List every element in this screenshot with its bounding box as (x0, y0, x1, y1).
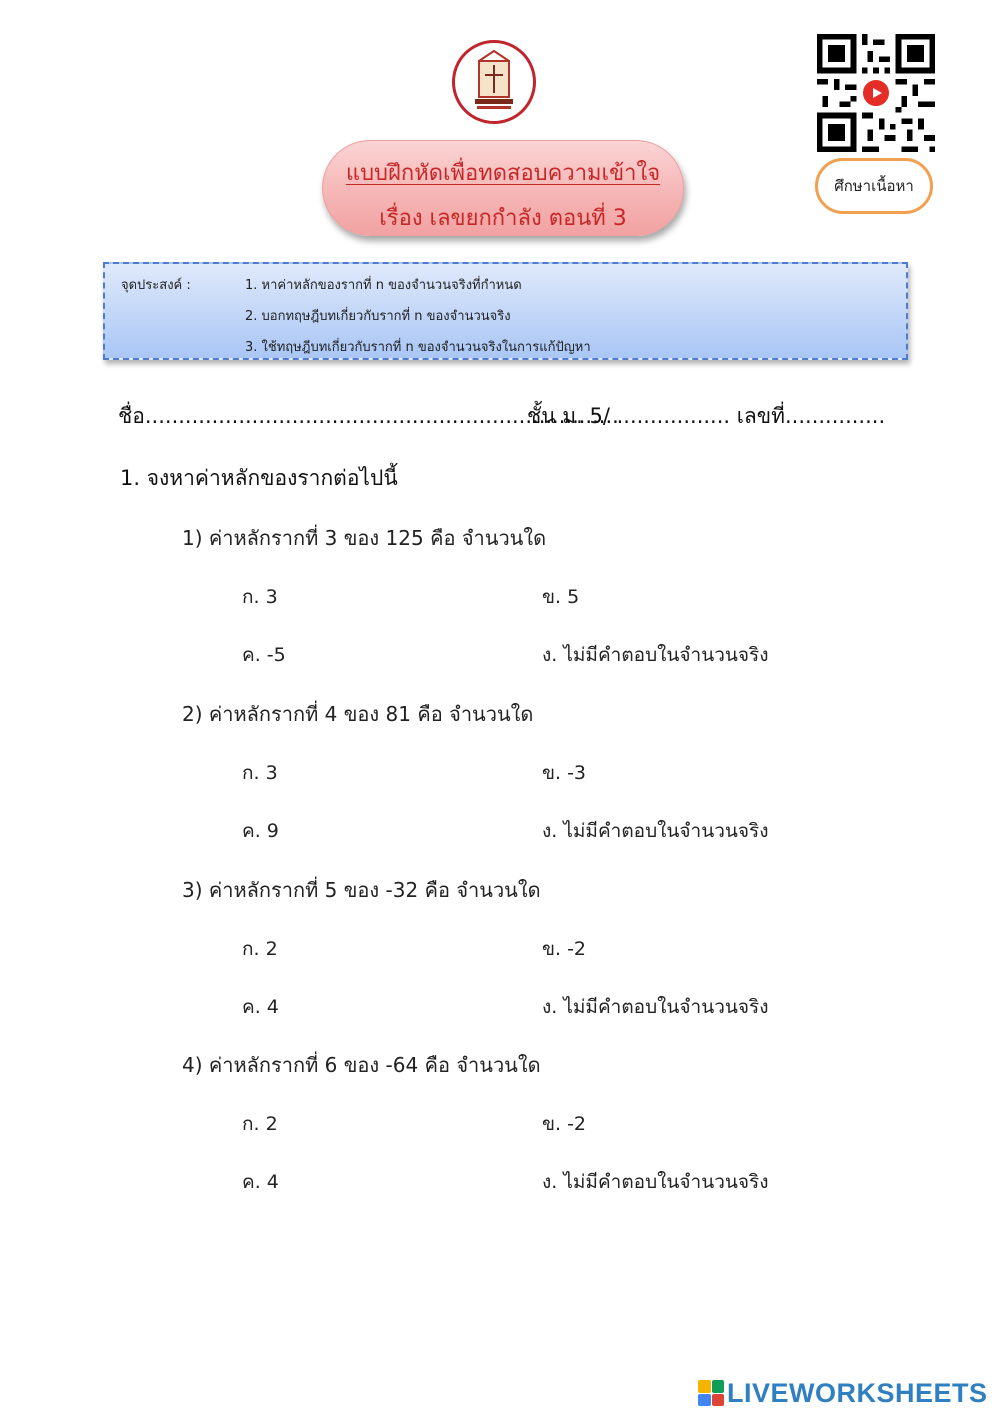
objective-item: 2. บอกทฤษฎีบทเกี่ยวกับรากที่ n ของจำนวนจริง (245, 309, 511, 324)
answer-option[interactable]: ง. ไม่มีคำตอบในจำนวนจริง (542, 996, 769, 1018)
school-logo (452, 40, 536, 124)
brand-text: LIVEWORKSHEETS (727, 1377, 988, 1408)
objectives-label: จุดประสงค์ : (121, 278, 191, 293)
answer-option[interactable]: ก. 2 (242, 938, 278, 960)
answer-option[interactable]: ข. -2 (542, 938, 587, 960)
answer-option[interactable]: ข. -3 (542, 762, 587, 784)
answer-option[interactable]: ง. ไม่มีคำตอบในจำนวนจริง (542, 644, 769, 666)
liveworksheets-logo (698, 1378, 988, 1408)
answer-option[interactable]: ก. 2 (242, 1113, 278, 1135)
answer-option[interactable]: ก. 3 (242, 586, 278, 608)
question-text: 1) ค่าหลักรากที่ 3 ของ 125 คือ จำนวนใด (182, 526, 547, 550)
objective-item: 1. หาค่าหลักของรากที่ n ของจำนวนจริงที่กำหนด (245, 278, 522, 293)
answer-option[interactable]: ข. -2 (542, 1113, 587, 1135)
question-text: 4) ค่าหลักรากที่ 6 ของ -64 คือ จำนวนใด (182, 1053, 541, 1077)
name-field[interactable]: ชื่อ....................................................................... (118, 404, 619, 428)
answer-option[interactable]: ง. ไม่มีคำตอบในจำนวนจริง (542, 820, 769, 842)
section-heading: 1. จงหาค่าหลักของรากต่อไปนี้ (120, 466, 398, 490)
title-line-1: แบบฝึกหัดเพื่อทดสอบความเข้าใจ (345, 161, 661, 186)
objectives-box (103, 262, 908, 360)
answer-option[interactable]: ง. ไม่มีคำตอบในจำนวนจริง (542, 1171, 769, 1193)
class-number-field[interactable]: ชั้น ม. 5/ ................. เลขที่............... (527, 404, 886, 428)
question-text: 2) ค่าหลักรากที่ 4 ของ 81 คือ จำนวนใด (182, 702, 534, 726)
worksheet-title (322, 140, 684, 236)
study-content-button[interactable]: ศึกษาเนื้อหา (815, 158, 933, 214)
question-text: 3) ค่าหลักรากที่ 5 ของ -32 คือ จำนวนใด (182, 878, 541, 902)
liveworksheets-icon (698, 1380, 724, 1406)
answer-option[interactable]: ค. 4 (242, 996, 279, 1018)
answer-option[interactable]: ค. -5 (242, 644, 286, 666)
youtube-icon[interactable] (860, 77, 892, 109)
title-line-2: เรื่อง เลขยกกำลัง ตอนที่ 3 (379, 206, 627, 231)
answer-option[interactable]: ค. 4 (242, 1171, 279, 1193)
answer-option[interactable]: ค. 9 (242, 820, 279, 842)
objective-item: 3. ใช้ทฤษฎีบทเกี่ยวกับรากที่ n ของจำนวนจริงในการแก้ปัญหา (245, 340, 591, 355)
answer-option[interactable]: ข. 5 (542, 586, 580, 608)
answer-option[interactable]: ก. 3 (242, 762, 278, 784)
